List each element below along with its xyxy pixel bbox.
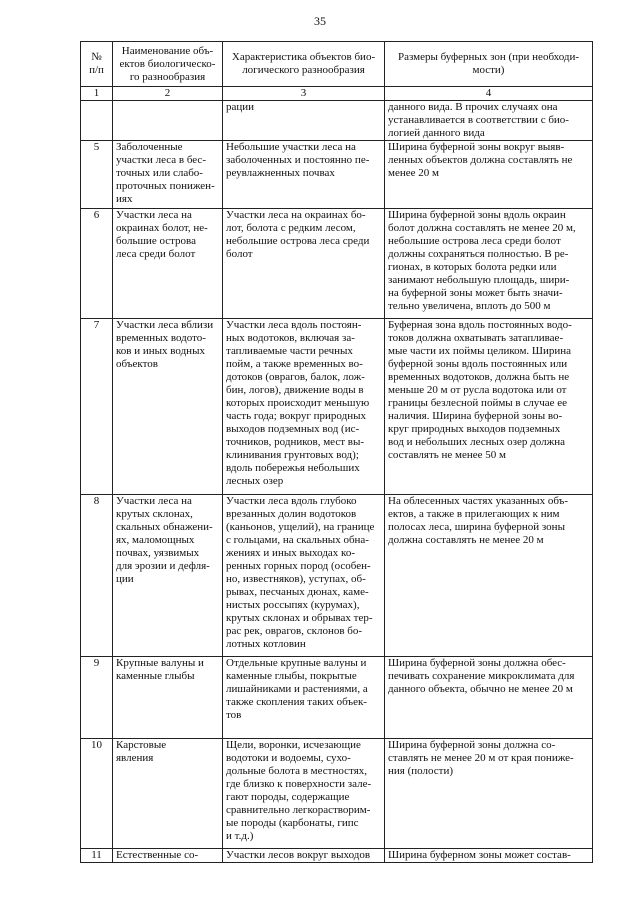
row-object-name [113,101,223,141]
row-characteristics: Участки леса на окраинах бо- лот, болота с редким лесом, небольшие острова леса среди болот [223,209,385,319]
row-characteristics: Щели, воронки, исчезающие водотоки и водоемы, сухо- дольные болота в местностях, где близко к поверхности зале- гают породы, содержащие сравнительно легкорастворим- ые породы (карбонаты, гипс и т.д.) [223,739,385,849]
column-index: 4 [385,87,593,101]
row-object-name: Крупные валуны и каменные глыбы [113,657,223,739]
header-buffer-size: Размеры буферных зон (при необходи- мости) [385,42,593,87]
column-index: 1 [81,87,113,101]
table-row [81,141,593,209]
table-row [81,209,593,319]
table-row [81,657,593,739]
row-characteristics: рации [223,101,385,141]
row-characteristics: Участки лесов вокруг выходов [223,849,385,863]
row-characteristics: Отдельные крупные валуны и каменные глыбы, покрытые лишайниками и растениями, а также скопления таких объек- тов [223,657,385,739]
table-row [81,739,593,849]
row-object-name: Участки леса на окраинах болот, не- большие острова леса среди болот [113,209,223,319]
table-header-row [81,42,593,87]
row-buffer-size: Ширина буферной зоны должна обес- печивать сохранение микроклимата для данного объекта, обычно не менее 20 м [385,657,593,739]
column-index-row [81,87,593,101]
row-buffer-size: Ширина буферном зоны может состав- [385,849,593,863]
row-buffer-size: Ширина буферной зоны вдоль окраин болот должна составлять не менее 20 м, небольшие острова леса среди болот должны сохраняться полностью. В ре- гионах, в которых болота редки или занимают небольшую площадь, шири- на буферной зоны может быть значи- тельно увеличена, вплоть до 500 м [385,209,593,319]
row-object-name: Участки леса на крутых склонах, скальных обнажени- ях, маломощных почвах, уязвимых для эрозии и дефля- ции [113,495,223,657]
table-row [81,495,593,657]
header-object-name: Наименование объ- ектов биологическо- го разнообразия [113,42,223,87]
row-buffer-size: Ширина буферной зоны вокруг выяв- ленных объектов должна составлять не менее 20 м [385,141,593,209]
row-characteristics: Участки леса вдоль постоян- ных водотоков, включая за- тапливаемые части речных пойм, а также временных во- дотоков (оврагов, балок, лож- бин, логов), движение воды в которых происходит меньшую часть года; вокруг природных выходов подземных вод (ис- точников, родников, мест вы- клинивания грунтовых вод); вдоль побережья небольших лесных озер [223,319,385,495]
table-row [81,101,593,141]
row-buffer-size: данного вида. В прочих случаях она устанавливается в соответствии с био- логией данного вида [385,101,593,141]
row-number: 6 [81,209,113,319]
table-row [81,319,593,495]
row-number: 7 [81,319,113,495]
page-number: 35 [314,14,326,28]
header-number: № п/п [81,42,113,87]
row-object-name: Естественные со- [113,849,223,863]
row-number: 11 [81,849,113,863]
row-number: 10 [81,739,113,849]
row-object-name: Заболоченные участки леса в бес- точных или слабо- проточных понижен- иях [113,141,223,209]
column-index: 3 [223,87,385,101]
row-buffer-size: Буферная зона вдоль постоянных водо- токов должна охватывать затапливае- мые части их поймы целиком. Ширина буферной зоны вдоль постоянных или временных водотоков, должна быть не меньше 20 м от русла водотока или от границы безлесной поймы в случае ее наличия. Ширина буферной зоны во- круг природных выходов подземных вод и небольших лесных озер должна составлять не менее 50 м [385,319,593,495]
row-number: 5 [81,141,113,209]
row-number: 9 [81,657,113,739]
row-number [81,101,113,141]
header-characteristics: Характеристика объектов био- логического разнообразия [223,42,385,87]
buffer-zones-table [80,41,593,863]
row-characteristics: Участки леса вдоль глубоко врезанных долин водотоков (каньонов, ущелий), на границе с гольцами, на скальных обна- жениях и иных выходах ко- ренных горных пород (особен- но, известняков), уступах, об- рывах, песчаных дюнах, каме- нистых россыпях (курумах), крутых склонах и обрывах тер- рас рек, оврагов, склонов бо- лотных котловин [223,495,385,657]
column-index: 2 [113,87,223,101]
row-number: 8 [81,495,113,657]
row-buffer-size: На облесенных частях указанных объ- ектов, а также в прилегающих к ним полосах леса, ширина буферной зоны должна составлять не менее 20 м [385,495,593,657]
row-object-name: Участки леса вблизи временных водото- ков и иных водных объектов [113,319,223,495]
row-characteristics: Небольшие участки леса на заболоченных и постоянно пе- реувлажненных почвах [223,141,385,209]
row-buffer-size: Ширина буферной зоны должна со- ставлять не менее 20 м от края пониже- ния (полости) [385,739,593,849]
row-object-name: Карстовые явления [113,739,223,849]
table-row [81,849,593,863]
